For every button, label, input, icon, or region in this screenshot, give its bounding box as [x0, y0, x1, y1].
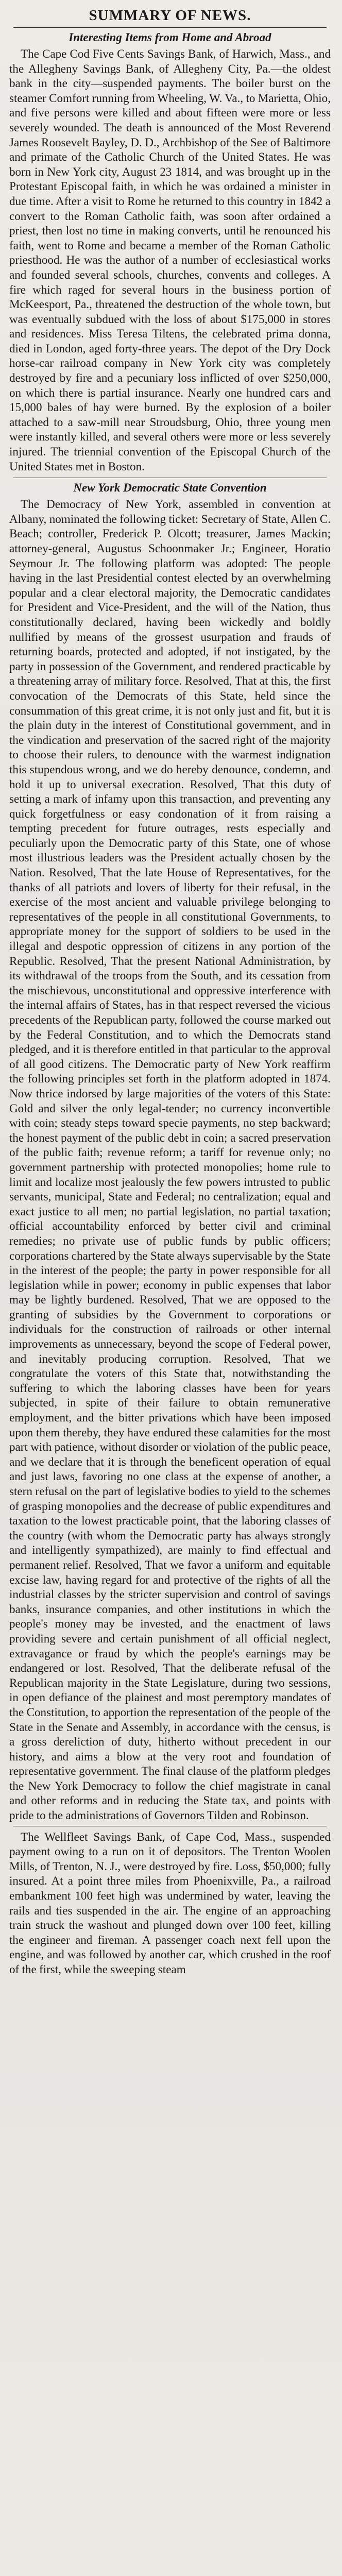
paragraph-text: The Wellfleet Savings Bank, of Cape Cod, Mass., suspended payment owing to a run on it of depositors. The Trenton Woolen Mills, of Trenton, N. J., were destroyed by fire. Loss, $50,000; fully insured. At a point three miles from Phoenixville, Pa., a railroad embankment 100 feet high was undermined by water, leaving the rails and ties suspended in the air. The engine of an approaching train struck the washout and plunged down over 100 feet, killing the engineer and fireman. A passenger coach next fell upon the engine, and was followed by another car, which crushed in the roof of the first, while the sweeping steam: [9, 1829, 331, 1976]
article-paragraph: [9, 46, 331, 473]
paragraph-text: The Democracy of New York, assembled in convention at Albany, nominated the following ticket: Secretary of State, Allen C. Beach; controller, Frederick P. Olcott; treasurer, James Mackin; attorney-general, Augustus Schoonmaker Jr.; Engineer, Horatio Seymour Jr. The following platform was adopted: The people having in the last Presidential contest elected by an overwhelming popular and a clear electoral majority, the Democratic candidates for President and Vice-President, and the will of the Nation, thus constitutionally declared, having been wickedly and boldly nullified by means of the grossest usurpation and frauds of returning boards, protected and adopted, if not instigated, by the party in possession of the Government, and rendered practicable by a threatening array of military force. Resolved, That at this, the first convocation of the Democrats of this State, held since the consummation of this great crime, it is not only just and fit, but it is the plain duty in the interest of Constitutional government, and in the vindication and preservation of the sacred right of the majority to choose their rulers, to denounce with the warmest indignation this stupendous wrong, and we do hereby denounce, condemn, and hold it up to universal execration. Resolved, That this duty of setting a mark of infamy upon this transaction, and preventing any quick forgetfulness or easy condonation of it from raising a tempting precedent for future outrages, rests especially and peculiarly upon the Democratic party of this State, one of whose most illustrious leaders was the President actually chosen by the Nation. Resolved, That the late House of Representatives, for the thanks of all patriots and lovers of liberty for their refusal, in the exercise of the most ancient and valuable privilege belonging to representatives of the people in all constitutional Governments, to appropriate money for the support of soldiers to be used in the illegal and despotic oppression of citizens in any portion of the Republic. Resolved, That the present National Administration, by its withdrawal of the troops from the South, and its cessation from the mischievous, unconstitutional and oppressive interference with the internal affairs of States, has in that respect reversed the vicious precedents of the Republican party, followed the course marked out by the Federal Constitution, and to which the Democrats stand pledged, and it is therefore entitled in that particular to the approval of all good citizens. The Democratic party of New York reaffirm the following principles set forth in the platform adopted in 1874. Now thrice indorsed by large majorities of the voters of this State: Gold and silver the only legal-tender; no currency inconvertible with coin; steady steps toward specie payments, no step backward; the honest payment of the public debt in coin; a sacred preservation of the public faith; revenue reform; a tariff for revenue only; no government partnership with protected monopolies; home rule to limit and localize most jealously the few powers intrusted to public servants, municipal, State and Federal; no centralization; equal and exact justice to all men; no partial legislation, no partial taxation; official accountability enforced by better civil and criminal remedies; no private use of public funds by public officers; corporations chartered by the State always supervisable by the State in the interest of the people; the party in power responsible for all legislation while in power; economy in public expenses that labor may be lightly burdened. Resolved, That we are opposed to the granting of subsidies by the Government to corporations or individuals for the construction of railroads or other internal improvements as unnecessary, beyond the scope of Federal power, and inevitably producing corruption. Resolved, That we congratulate the voters of this State that, notwithstanding the suffering to which the laboring classes have been for years subjected, in spite of their failure to obtain remunerative employment, and the bitter privations which have been imposed upon them thereby, they have endured these calamities for the most part with patience, without disorder or violation of the public peace, and we declare that it is through the beneficent operation of equal and just laws, favoring no one class at the expense of another, a stern refusal on the part of legislative bodies to yield to the schemes of grasping monopolies and the decrease of public expenditures and taxation to the lowest practicable point, that the laboring classes of the country (with whom the Democratic party has always strongly and intelligently sympathized), are mainly to find effectual and permanent relief. Resolved, That we favor a uniform and equitable excise law, having regard for and protective of the rights of all the industrial classes by the stricter supervision and control of savings banks, insurance companies, and other institutions in which the people's money may be invested, and the enactment of laws providing severe and certain punishment of all official neglect, extravagance or fraud by which the people's earnings may be endangered or lost. Resolved, That the deliberate refusal of the Republican majority in the State Legislature, during two sessions, in open defiance of the plainest and most peremptory mandates of the Constitution, to apportion the representation of the people of the State in the Senate and Assembly, in accordance with the census, is a gross dereliction of duty, hitherto without precedent in our history, and aims a blow at the very root and foundation of representative government. The final clause of the platform pledges the New York Democracy to follow the chief magistrate in canal and other reforms and in reducing the State tax, and points with pride to the administrations of Governors Tilden and Robinson.: [9, 497, 331, 1822]
section-ny-democratic-convention: [9, 481, 331, 1976]
masthead-title: SUMMARY OF NEWS.: [89, 7, 251, 24]
article-paragraph: [9, 497, 331, 1822]
article-paragraph: [9, 1829, 331, 1977]
divider-rule: [13, 27, 327, 28]
section-home-abroad: [9, 31, 331, 473]
section-heading: New York Democratic State Convention: [73, 481, 267, 495]
paragraph-text: The Cape Cod Five Cents Savings Bank, of Harwich, Mass., and the Allegheny Savings Bank, of Allegheny City, Pa.—the oldest bank in the city—suspended payments. The boiler burst on the steamer Comfort running from Wheeling, W. Va., to Marietta, Ohio, and five persons were killed and about fifteen were more or less severely wounded. The death is announced of the Most Reverend James Roosevelt Bayley, D. D., Archbishop of the See of Baltimore and primate of the Catholic Church of the United States. He was born in New York city, August 23 1814, and was brought up in the Protestant Episcopal faith, in which he was ordained a minister in due time. After a visit to Rome he returned to this country in 1842 a convert to the Roman Catholic faith, was soon after ordained a priest, then lost no time in making converts, until he renounced his faith, went to Rome and became a member of the Roman Catholic priesthood. He was the author of a number of ecclesiastical works and founded several schools, churches, convents and colleges. A fire which raged for several hours in the business portion of McKeesport, Pa., threatened the destruction of the whole town, but was eventually subdued with the loss of about $175,000 in stores and residences. Miss Teresa Tiltens, the celebrated prima donna, died in London, aged forty-three years. The depot of the Dry Dock horse-car railroad company in New York city was completely destroyed by fire and a pecuniary loss inflicted of over $250,000, on which there is partial insurance. Nearly one hundred cars and 15,000 bales of hay were burned. By the explosion of a boiler attached to a saw-mill near Stroudsburg, Ohio, three young men were instantly killed, and several others were more or less severely injured. The triennial convention of the Episcopal Church of the United States met in Boston.: [9, 47, 331, 473]
section-heading: Interesting Items from Home and Abroad: [69, 31, 271, 44]
